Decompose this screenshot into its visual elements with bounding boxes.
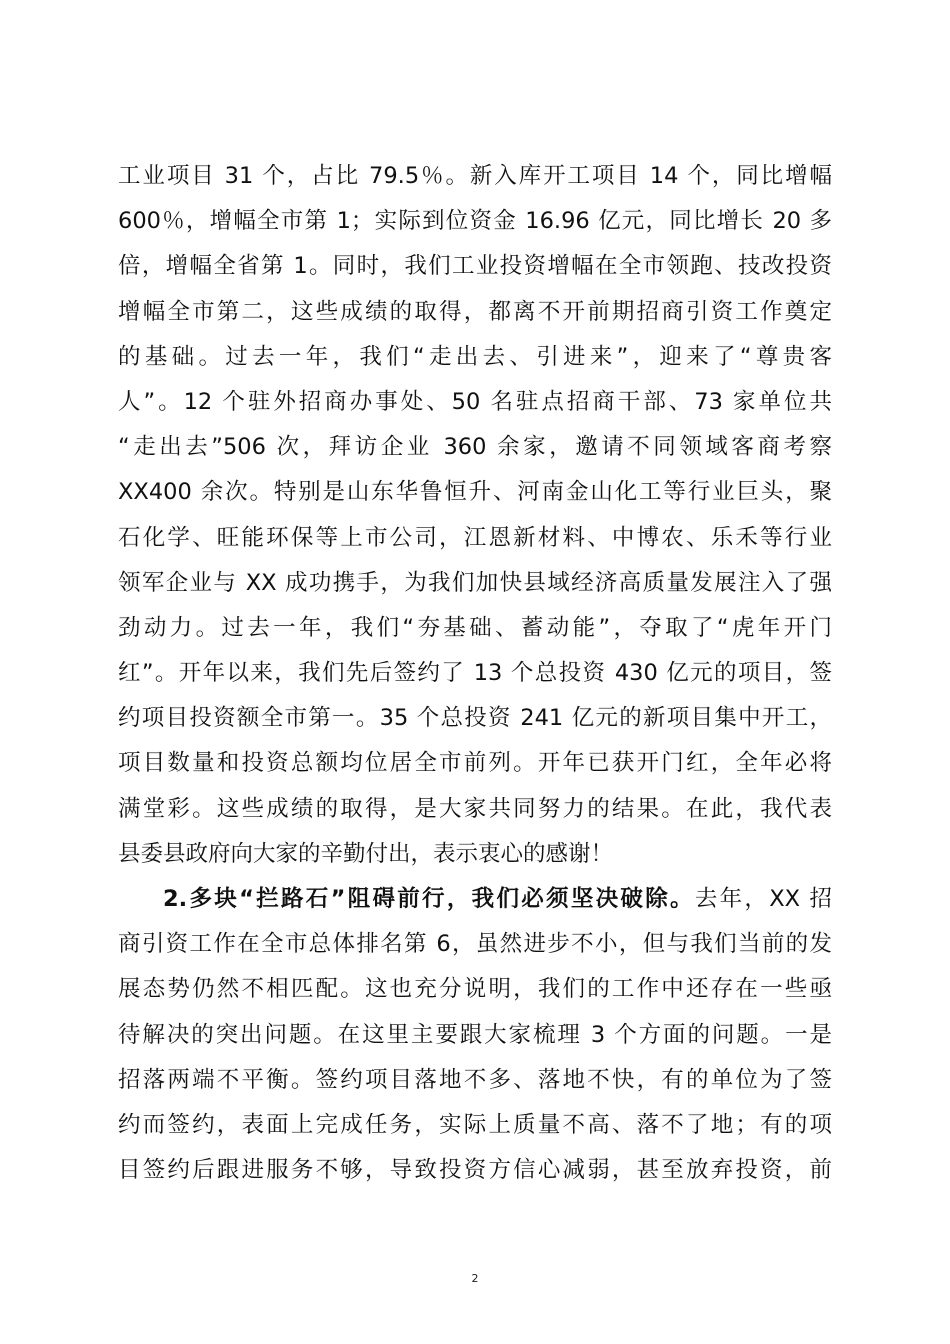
paragraph-line: 商引资工作在全市总体排名第 6，虽然进步不小，但与我们当前的发	[118, 931, 832, 958]
paragraph-line: 约而签约，表面上完成任务，实际上质量不高、落不了地；有的项	[118, 1111, 832, 1138]
section-heading: 2.多块“拦路石”阻碍前行，我们必须坚决破除。	[163, 886, 695, 912]
paragraph-line: 目签约后跟进服务不够，导致投资方信心减弱，甚至放弃投资，前	[118, 1157, 832, 1184]
paragraph-line: 满堂彩。这些成绩的取得，是大家共同努力的结果。在此，我代表	[118, 795, 832, 822]
paragraph-line: 招落两端不平衡。签约项目落地不多、落地不快，有的单位为了签	[118, 1066, 832, 1093]
paragraph-line: 倍，增幅全省第 1。同时，我们工业投资增幅在全市领跑、技改投资	[118, 253, 832, 280]
paragraph-line: XX400 余次。特别是山东华鲁恒升、河南金山化工等行业巨头，聚	[118, 479, 832, 506]
heading-continuation: 去年，XX 招	[694, 886, 832, 912]
paragraph-line: 展态势仍然不相匹配。这也充分说明，我们的工作中还存在一些亟	[118, 976, 832, 1003]
paragraph-line: 的基础。过去一年，我们“走出去、引进来”，迎来了“尊贵客	[118, 343, 832, 370]
paragraph-line: “走出去”506 次，拜访企业 360 余家，邀请不同领域客商考察	[118, 434, 832, 461]
paragraph-line: 县委县政府向大家的辛勤付出，表示衷心的感谢！	[118, 840, 614, 867]
paragraph-line: 约项目投资额全市第一。35 个总投资 241 亿元的新项目集中开工，	[118, 705, 832, 732]
paragraph-line: 项目数量和投资总额均位居全市前列。开年已获开门红，全年必将	[118, 750, 832, 777]
paragraph-line: 待解决的突出问题。在这里主要跟大家梳理 3 个方面的问题。一是	[118, 1021, 832, 1048]
body-text	[118, 154, 832, 1193]
paragraph-line: 劲动力。过去一年，我们“夯基础、蓄动能”，夺取了“虎年开门	[118, 614, 832, 641]
paragraph-line: 领军企业与 XX 成功携手，为我们加快县域经济高质量发展注入了强	[118, 569, 832, 596]
paragraph-line: 石化学、旺能环保等上市公司，江恩新材料、中博农、乐禾等行业	[118, 524, 832, 551]
paragraph-1	[118, 154, 832, 877]
paragraph-line: 增幅全市第二，这些成绩的取得，都离不开前期招商引资工作奠定	[118, 298, 832, 325]
page-number: 2	[471, 1272, 479, 1285]
paragraph-line: 工业项目 31 个，占比 79.5％。新入库开工项目 14 个，同比增幅	[118, 163, 832, 189]
paragraph-line: 红”。开年以来，我们先后签约了 13 个总投资 430 亿元的项目，签	[118, 660, 832, 687]
paragraph-line: 600％，增幅全市第 1；实际到位资金 16.96 亿元，同比增长 20 多	[118, 208, 832, 235]
paragraph-first-line	[118, 877, 832, 922]
paragraph-2	[118, 877, 832, 1193]
paragraph-line: 人”。12 个驻外招商办事处、50 名驻点招商干部、73 家单位共	[118, 388, 832, 415]
